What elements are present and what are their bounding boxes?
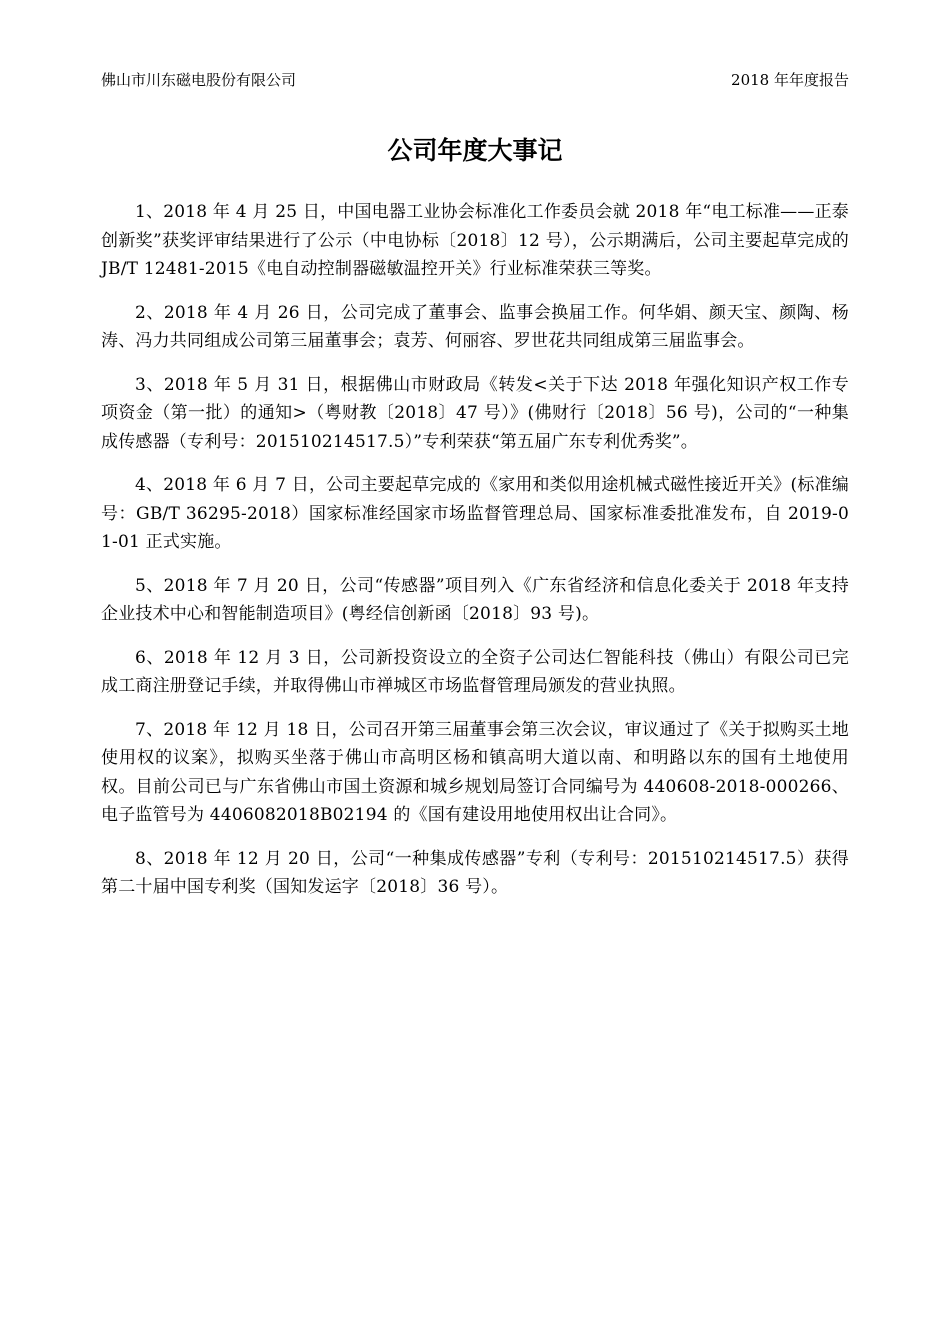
page-title: 公司年度大事记 <box>387 136 563 165</box>
event-item-4: 4、2018 年 6 月 7 日，公司主要起草完成的《家用和类似用途机械式磁性接近开关》(标准编号：GB/T 36295-2018）国家标准经国家市场监督管理总局、国家标准委批准发布，自 2019-01-01 正式实施。 <box>101 475 849 552</box>
event-item-5: 5、2018 年 7 月 20 日，公司“传感器”项目列入《广东省经济和信息化委关于 2018 年支持企业技术中心和智能制造项目》(粤经信创新函〔2018〕93 号)。 <box>101 575 849 624</box>
header-divider <box>101 96 849 97</box>
event-item-2: 2、2018 年 4 月 26 日，公司完成了董事会、监事会换届工作。何华娟、颜天宝、颜陶、杨涛、冯力共同组成公司第三届董事会；袁芳、何丽容、罗世花共同组成第三届监事会。 <box>101 302 849 351</box>
events-list <box>101 198 849 917</box>
event-item-6: 6、2018 年 12 月 3 日，公司新投资设立的全资子公司达仁智能科技（佛山）有限公司已完成工商注册登记手续，并取得佛山市禅城区市场监督管理局颁发的营业执照。 <box>101 647 849 696</box>
header-report-title: 2018 年年度报告 <box>731 71 849 89</box>
event-item-7: 7、2018 年 12 月 18 日，公司召开第三届董事会第三次会议，审议通过了《关于拟购买土地使用权的议案》，拟购买坐落于佛山市高明区杨和镇高明大道以南、和明路以东的国有土地使用权。目前公司已与广东省佛山市国土资源和城乡规划局签订合同编号为 440608-2018-000266、电子监管号为 4406082018B02194 的《国有建设用地使用权出让合同》。 <box>101 719 849 825</box>
header-company-name: 佛山市川东磁电股份有限公司 <box>101 71 297 89</box>
event-item-1: 1、2018 年 4 月 25 日，中国电器工业协会标准化工作委员会就 2018 年“电工标准——正泰创新奖”获奖评审结果进行了公示（中电协标〔2018〕12 号），公示期满后，公司主要起草完成的 JB/T 12481-2015《电自动控制器磁敏温控开关》行业标准荣获三等奖。 <box>101 202 849 279</box>
event-item-8: 8、2018 年 12 月 20 日，公司“一种集成传感器”专利（专利号：201510214517.5）获得第二十届中国专利奖（国知发运字〔2018〕36 号）。 <box>101 848 849 897</box>
event-item-3: 3、2018 年 5 月 31 日，根据佛山市财政局《转发<关于下达 2018 年强化知识产权工作专项资金（第一批）的通知>（粤财教〔2018〕47 号）》(佛财行〔2018〕56 号)，公司的“一种集成传感器（专利号：201510214517.5）”专利荣获“第五届广东专利优秀奖”。 <box>101 374 849 452</box>
